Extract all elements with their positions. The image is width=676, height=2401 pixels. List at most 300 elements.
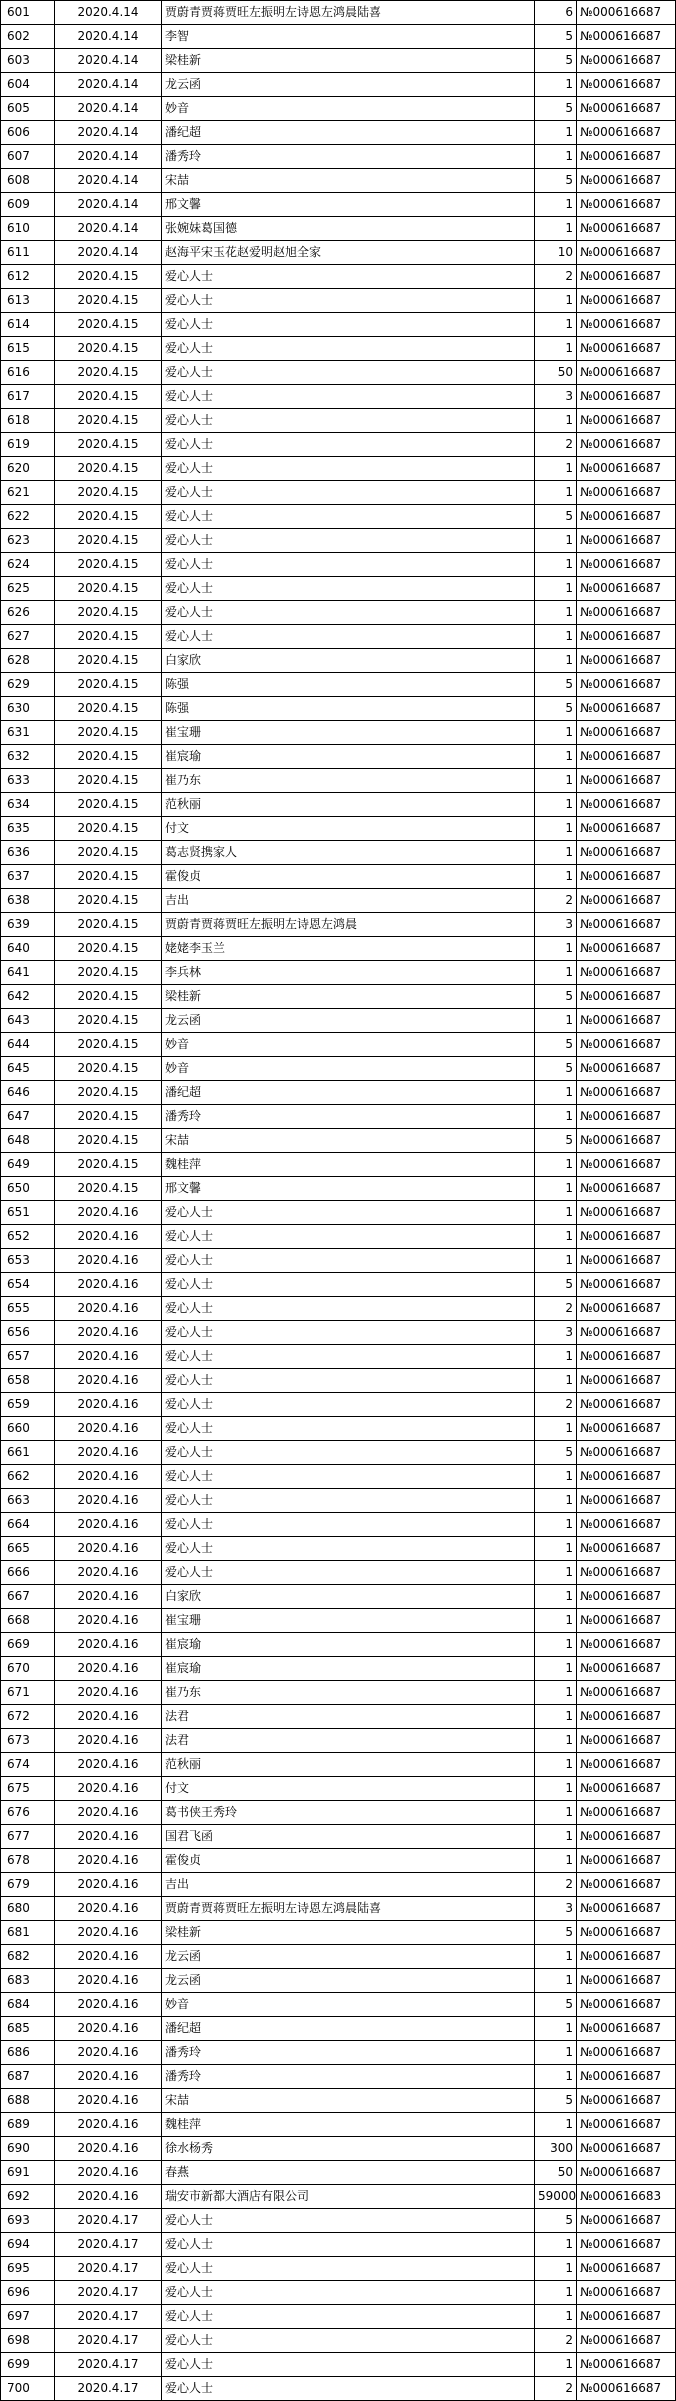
table-row <box>1 673 676 697</box>
date-cell: 2020.4.15 <box>55 529 162 553</box>
date-cell: 2020.4.16 <box>55 1705 162 1729</box>
table-row <box>1 1801 676 1825</box>
date-cell: 2020.4.15 <box>55 1057 162 1081</box>
receipt-number-cell: №000616687 <box>577 649 676 673</box>
donor-name-cell: 爱心人士 <box>162 385 535 409</box>
donor-name-cell: 梁桂新 <box>162 49 535 73</box>
amount-cell: 1 <box>535 1969 577 1993</box>
row-number-cell: 606 <box>1 121 55 145</box>
receipt-number-cell: №000616687 <box>577 25 676 49</box>
donor-name-cell: 白家欣 <box>162 1585 535 1609</box>
table-row <box>1 1321 676 1345</box>
date-cell: 2020.4.16 <box>55 1849 162 1873</box>
receipt-number-cell: №000616687 <box>577 409 676 433</box>
date-cell: 2020.4.15 <box>55 505 162 529</box>
table-row <box>1 1609 676 1633</box>
table-row <box>1 2329 676 2353</box>
table-row <box>1 2017 676 2041</box>
donor-name-cell: 爱心人士 <box>162 289 535 313</box>
receipt-number-cell: №000616687 <box>577 1 676 25</box>
donor-name-cell: 国君飞函 <box>162 1825 535 1849</box>
amount-cell: 1 <box>535 337 577 361</box>
donor-name-cell: 魏桂萍 <box>162 2113 535 2137</box>
donor-name-cell: 潘秀玲 <box>162 2065 535 2089</box>
row-number-cell: 700 <box>1 2377 55 2401</box>
row-number-cell: 691 <box>1 2161 55 2185</box>
donor-name-cell: 妙音 <box>162 1993 535 2017</box>
donor-name-cell: 吉出 <box>162 889 535 913</box>
table-row <box>1 913 676 937</box>
donor-name-cell: 霍俊贞 <box>162 1849 535 1873</box>
amount-cell: 3 <box>535 1321 577 1345</box>
donor-name-cell: 爱心人士 <box>162 529 535 553</box>
amount-cell: 3 <box>535 913 577 937</box>
date-cell: 2020.4.15 <box>55 697 162 721</box>
receipt-number-cell: №000616687 <box>577 1201 676 1225</box>
receipt-number-cell: №000616687 <box>577 1777 676 1801</box>
table-row <box>1 2185 676 2209</box>
date-cell: 2020.4.15 <box>55 577 162 601</box>
date-cell: 2020.4.15 <box>55 1177 162 1201</box>
donor-name-cell: 崔宝珊 <box>162 721 535 745</box>
amount-cell: 5 <box>535 1993 577 2017</box>
receipt-number-cell: №000616687 <box>577 1465 676 1489</box>
row-number-cell: 602 <box>1 25 55 49</box>
receipt-number-cell: №000616687 <box>577 1057 676 1081</box>
row-number-cell: 680 <box>1 1897 55 1921</box>
date-cell: 2020.4.16 <box>55 1561 162 1585</box>
table-row <box>1 1369 676 1393</box>
amount-cell: 1 <box>535 817 577 841</box>
row-number-cell: 656 <box>1 1321 55 1345</box>
date-cell: 2020.4.15 <box>55 457 162 481</box>
row-number-cell: 620 <box>1 457 55 481</box>
row-number-cell: 695 <box>1 2257 55 2281</box>
table-row <box>1 1825 676 1849</box>
donor-name-cell: 爱心人士 <box>162 2353 535 2377</box>
donor-name-cell: 爱心人士 <box>162 1321 535 1345</box>
row-number-cell: 672 <box>1 1705 55 1729</box>
receipt-number-cell: №000616687 <box>577 529 676 553</box>
receipt-number-cell: №000616687 <box>577 1393 676 1417</box>
amount-cell: 2 <box>535 889 577 913</box>
amount-cell: 1 <box>535 2305 577 2329</box>
date-cell: 2020.4.16 <box>55 1465 162 1489</box>
table-row <box>1 625 676 649</box>
row-number-cell: 697 <box>1 2305 55 2329</box>
receipt-number-cell: №000616687 <box>577 1009 676 1033</box>
amount-cell: 5 <box>535 169 577 193</box>
date-cell: 2020.4.16 <box>55 2041 162 2065</box>
table-row <box>1 1705 676 1729</box>
date-cell: 2020.4.15 <box>55 1153 162 1177</box>
date-cell: 2020.4.15 <box>55 313 162 337</box>
amount-cell: 1 <box>535 1561 577 1585</box>
row-number-cell: 652 <box>1 1225 55 1249</box>
row-number-cell: 675 <box>1 1777 55 1801</box>
donor-name-cell: 爱心人士 <box>162 601 535 625</box>
receipt-number-cell: №000616687 <box>577 1105 676 1129</box>
amount-cell: 1 <box>535 937 577 961</box>
receipt-number-cell: №000616687 <box>577 1609 676 1633</box>
row-number-cell: 698 <box>1 2329 55 2353</box>
amount-cell: 1 <box>535 1177 577 1201</box>
date-cell: 2020.4.16 <box>55 1201 162 1225</box>
receipt-number-cell: №000616687 <box>577 217 676 241</box>
date-cell: 2020.4.14 <box>55 193 162 217</box>
receipt-number-cell: №000616687 <box>577 1369 676 1393</box>
amount-cell: 1 <box>535 1513 577 1537</box>
receipt-number-cell: №000616687 <box>577 1345 676 1369</box>
receipt-number-cell: №000616687 <box>577 2257 676 2281</box>
row-number-cell: 608 <box>1 169 55 193</box>
table-row <box>1 2089 676 2113</box>
date-cell: 2020.4.16 <box>55 1633 162 1657</box>
date-cell: 2020.4.16 <box>55 2161 162 2185</box>
row-number-cell: 609 <box>1 193 55 217</box>
date-cell: 2020.4.16 <box>55 2113 162 2137</box>
row-number-cell: 661 <box>1 1441 55 1465</box>
date-cell: 2020.4.15 <box>55 817 162 841</box>
receipt-number-cell: №000616687 <box>577 1441 676 1465</box>
table-row <box>1 2257 676 2281</box>
donor-name-cell: 崔宝珊 <box>162 1609 535 1633</box>
donor-name-cell: 龙云函 <box>162 73 535 97</box>
date-cell: 2020.4.15 <box>55 481 162 505</box>
receipt-number-cell: №000616687 <box>577 1969 676 1993</box>
date-cell: 2020.4.14 <box>55 241 162 265</box>
row-number-cell: 690 <box>1 2137 55 2161</box>
donor-name-cell: 龙云函 <box>162 1009 535 1033</box>
amount-cell: 1 <box>535 1201 577 1225</box>
row-number-cell: 699 <box>1 2353 55 2377</box>
date-cell: 2020.4.15 <box>55 673 162 697</box>
date-cell: 2020.4.15 <box>55 1009 162 1033</box>
row-number-cell: 619 <box>1 433 55 457</box>
row-number-cell: 651 <box>1 1201 55 1225</box>
table-row <box>1 193 676 217</box>
table-row <box>1 1393 676 1417</box>
amount-cell: 1 <box>535 1681 577 1705</box>
amount-cell: 6 <box>535 1 577 25</box>
amount-cell: 1 <box>535 481 577 505</box>
row-number-cell: 639 <box>1 913 55 937</box>
donor-name-cell: 张婉妹葛国德 <box>162 217 535 241</box>
receipt-number-cell: №000616687 <box>577 1705 676 1729</box>
donor-name-cell: 梁桂新 <box>162 1921 535 1945</box>
receipt-number-cell: №000616687 <box>577 97 676 121</box>
table-row <box>1 745 676 769</box>
table-row <box>1 97 676 121</box>
table-row <box>1 793 676 817</box>
receipt-number-cell: №000616687 <box>577 673 676 697</box>
date-cell: 2020.4.15 <box>55 601 162 625</box>
row-number-cell: 670 <box>1 1657 55 1681</box>
amount-cell: 1 <box>535 289 577 313</box>
date-cell: 2020.4.15 <box>55 385 162 409</box>
donor-name-cell: 宋喆 <box>162 2089 535 2113</box>
date-cell: 2020.4.16 <box>55 2017 162 2041</box>
receipt-number-cell: №000616687 <box>577 985 676 1009</box>
donor-name-cell: 李智 <box>162 25 535 49</box>
amount-cell: 3 <box>535 1897 577 1921</box>
row-number-cell: 671 <box>1 1681 55 1705</box>
receipt-number-cell: №000616687 <box>577 865 676 889</box>
date-cell: 2020.4.15 <box>55 409 162 433</box>
donor-name-cell: 爱心人士 <box>162 361 535 385</box>
amount-cell: 5 <box>535 673 577 697</box>
row-number-cell: 632 <box>1 745 55 769</box>
row-number-cell: 685 <box>1 2017 55 2041</box>
amount-cell: 1 <box>535 409 577 433</box>
donor-name-cell: 爱心人士 <box>162 1249 535 1273</box>
table-row <box>1 1 676 25</box>
donor-name-cell: 爱心人士 <box>162 1537 535 1561</box>
table-row <box>1 1657 676 1681</box>
date-cell: 2020.4.15 <box>55 937 162 961</box>
amount-cell: 1 <box>535 1009 577 1033</box>
row-number-cell: 655 <box>1 1297 55 1321</box>
donor-name-cell: 魏桂萍 <box>162 1153 535 1177</box>
row-number-cell: 618 <box>1 409 55 433</box>
date-cell: 2020.4.14 <box>55 49 162 73</box>
row-number-cell: 693 <box>1 2209 55 2233</box>
row-number-cell: 612 <box>1 265 55 289</box>
amount-cell: 1 <box>535 2353 577 2377</box>
amount-cell: 1 <box>535 1489 577 1513</box>
date-cell: 2020.4.16 <box>55 1345 162 1369</box>
row-number-cell: 681 <box>1 1921 55 1945</box>
table-row <box>1 937 676 961</box>
receipt-number-cell: №000616687 <box>577 1321 676 1345</box>
date-cell: 2020.4.17 <box>55 2305 162 2329</box>
amount-cell: 5 <box>535 1441 577 1465</box>
table-row <box>1 121 676 145</box>
table-row <box>1 1849 676 1873</box>
row-number-cell: 631 <box>1 721 55 745</box>
table-row <box>1 385 676 409</box>
donor-name-cell: 爱心人士 <box>162 481 535 505</box>
row-number-cell: 677 <box>1 1825 55 1849</box>
row-number-cell: 646 <box>1 1081 55 1105</box>
receipt-number-cell: №000616687 <box>577 1657 676 1681</box>
amount-cell: 1 <box>535 73 577 97</box>
table-row <box>1 1585 676 1609</box>
donor-name-cell: 爱心人士 <box>162 1297 535 1321</box>
table-row <box>1 1225 676 1249</box>
receipt-number-cell: №000616687 <box>577 913 676 937</box>
donor-name-cell: 邢文馨 <box>162 1177 535 1201</box>
row-number-cell: 692 <box>1 2185 55 2209</box>
date-cell: 2020.4.15 <box>55 745 162 769</box>
table-row <box>1 241 676 265</box>
date-cell: 2020.4.16 <box>55 1297 162 1321</box>
receipt-number-cell: №000616687 <box>577 1129 676 1153</box>
receipt-number-cell: №000616687 <box>577 1849 676 1873</box>
receipt-number-cell: №000616687 <box>577 337 676 361</box>
donor-name-cell: 爱心人士 <box>162 1513 535 1537</box>
amount-cell: 5 <box>535 97 577 121</box>
row-number-cell: 666 <box>1 1561 55 1585</box>
receipt-number-cell: №000616687 <box>577 2041 676 2065</box>
donor-name-cell: 爱心人士 <box>162 2377 535 2401</box>
donor-name-cell: 爱心人士 <box>162 1369 535 1393</box>
date-cell: 2020.4.15 <box>55 337 162 361</box>
row-number-cell: 657 <box>1 1345 55 1369</box>
receipt-number-cell: №000616687 <box>577 2161 676 2185</box>
table-row <box>1 1513 676 1537</box>
date-cell: 2020.4.16 <box>55 1225 162 1249</box>
amount-cell: 1 <box>535 865 577 889</box>
receipt-number-cell: №000616687 <box>577 1801 676 1825</box>
table-row <box>1 1105 676 1129</box>
donor-name-cell: 梁桂新 <box>162 985 535 1009</box>
donation-table-body <box>1 1 676 2401</box>
date-cell: 2020.4.17 <box>55 2353 162 2377</box>
amount-cell: 1 <box>535 193 577 217</box>
date-cell: 2020.4.16 <box>55 1537 162 1561</box>
date-cell: 2020.4.17 <box>55 2281 162 2305</box>
date-cell: 2020.4.15 <box>55 721 162 745</box>
amount-cell: 1 <box>535 1705 577 1729</box>
date-cell: 2020.4.14 <box>55 121 162 145</box>
donor-name-cell: 葛书侠王秀玲 <box>162 1801 535 1825</box>
receipt-number-cell: №000616683 <box>577 2185 676 2209</box>
amount-cell: 1 <box>535 721 577 745</box>
date-cell: 2020.4.15 <box>55 625 162 649</box>
receipt-number-cell: №000616687 <box>577 721 676 745</box>
table-row <box>1 217 676 241</box>
receipt-number-cell: №000616687 <box>577 1297 676 1321</box>
donor-name-cell: 付文 <box>162 1777 535 1801</box>
donor-name-cell: 妙音 <box>162 1057 535 1081</box>
date-cell: 2020.4.15 <box>55 649 162 673</box>
donor-name-cell: 宋喆 <box>162 169 535 193</box>
row-number-cell: 667 <box>1 1585 55 1609</box>
table-row <box>1 1345 676 1369</box>
receipt-number-cell: №000616687 <box>577 385 676 409</box>
table-row <box>1 1537 676 1561</box>
date-cell: 2020.4.16 <box>55 1729 162 1753</box>
amount-cell: 1 <box>535 841 577 865</box>
table-row <box>1 697 676 721</box>
donor-name-cell: 陈强 <box>162 697 535 721</box>
row-number-cell: 630 <box>1 697 55 721</box>
amount-cell: 1 <box>535 217 577 241</box>
date-cell: 2020.4.16 <box>55 1921 162 1945</box>
amount-cell: 5 <box>535 1057 577 1081</box>
row-number-cell: 634 <box>1 793 55 817</box>
amount-cell: 1 <box>535 745 577 769</box>
receipt-number-cell: №000616687 <box>577 745 676 769</box>
receipt-number-cell: №000616687 <box>577 1825 676 1849</box>
receipt-number-cell: №000616687 <box>577 1249 676 1273</box>
donor-name-cell: 爱心人士 <box>162 553 535 577</box>
row-number-cell: 611 <box>1 241 55 265</box>
amount-cell: 1 <box>535 2065 577 2089</box>
date-cell: 2020.4.16 <box>55 1321 162 1345</box>
row-number-cell: 607 <box>1 145 55 169</box>
receipt-number-cell: №000616687 <box>577 241 676 265</box>
table-row <box>1 1969 676 1993</box>
row-number-cell: 662 <box>1 1465 55 1489</box>
date-cell: 2020.4.16 <box>55 1993 162 2017</box>
table-row <box>1 1201 676 1225</box>
receipt-number-cell: №000616687 <box>577 2305 676 2329</box>
row-number-cell: 615 <box>1 337 55 361</box>
receipt-number-cell: №000616687 <box>577 1513 676 1537</box>
date-cell: 2020.4.15 <box>55 1105 162 1129</box>
row-number-cell: 641 <box>1 961 55 985</box>
amount-cell: 1 <box>535 1081 577 1105</box>
amount-cell: 1 <box>535 457 577 481</box>
donor-name-cell: 宋喆 <box>162 1129 535 1153</box>
donor-name-cell: 李兵林 <box>162 961 535 985</box>
date-cell: 2020.4.15 <box>55 289 162 313</box>
table-row <box>1 49 676 73</box>
table-row <box>1 2161 676 2185</box>
donor-name-cell: 崔乃东 <box>162 1681 535 1705</box>
date-cell: 2020.4.17 <box>55 2233 162 2257</box>
table-row <box>1 2305 676 2329</box>
donor-name-cell: 潘秀玲 <box>162 1105 535 1129</box>
receipt-number-cell: №000616687 <box>577 1681 676 1705</box>
date-cell: 2020.4.16 <box>55 1777 162 1801</box>
row-number-cell: 633 <box>1 769 55 793</box>
row-number-cell: 605 <box>1 97 55 121</box>
date-cell: 2020.4.16 <box>55 1369 162 1393</box>
amount-cell: 1 <box>535 2257 577 2281</box>
amount-cell: 2 <box>535 1297 577 1321</box>
donor-name-cell: 爱心人士 <box>162 505 535 529</box>
receipt-number-cell: №000616687 <box>577 1489 676 1513</box>
table-row <box>1 1729 676 1753</box>
row-number-cell: 684 <box>1 1993 55 2017</box>
row-number-cell: 642 <box>1 985 55 1009</box>
table-row <box>1 985 676 1009</box>
row-number-cell: 676 <box>1 1801 55 1825</box>
amount-cell: 5 <box>535 1129 577 1153</box>
table-row <box>1 2353 676 2377</box>
date-cell: 2020.4.14 <box>55 1 162 25</box>
donor-name-cell: 陈强 <box>162 673 535 697</box>
row-number-cell: 650 <box>1 1177 55 1201</box>
donor-name-cell: 爱心人士 <box>162 1273 535 1297</box>
donor-name-cell: 邢文馨 <box>162 193 535 217</box>
amount-cell: 1 <box>535 1345 577 1369</box>
receipt-number-cell: №000616687 <box>577 1033 676 1057</box>
receipt-number-cell: №000616687 <box>577 121 676 145</box>
date-cell: 2020.4.16 <box>55 1873 162 1897</box>
row-number-cell: 648 <box>1 1129 55 1153</box>
table-row <box>1 553 676 577</box>
date-cell: 2020.4.15 <box>55 1081 162 1105</box>
amount-cell: 5 <box>535 1921 577 1945</box>
row-number-cell: 604 <box>1 73 55 97</box>
amount-cell: 5 <box>535 1033 577 1057</box>
row-number-cell: 682 <box>1 1945 55 1969</box>
receipt-number-cell: №000616687 <box>577 793 676 817</box>
amount-cell: 1 <box>535 625 577 649</box>
table-row <box>1 2041 676 2065</box>
receipt-number-cell: №000616687 <box>577 1945 676 1969</box>
date-cell: 2020.4.15 <box>55 433 162 457</box>
donor-name-cell: 范秋丽 <box>162 1753 535 1777</box>
row-number-cell: 649 <box>1 1153 55 1177</box>
table-row <box>1 1993 676 2017</box>
donor-name-cell: 潘纪超 <box>162 1081 535 1105</box>
date-cell: 2020.4.14 <box>55 217 162 241</box>
